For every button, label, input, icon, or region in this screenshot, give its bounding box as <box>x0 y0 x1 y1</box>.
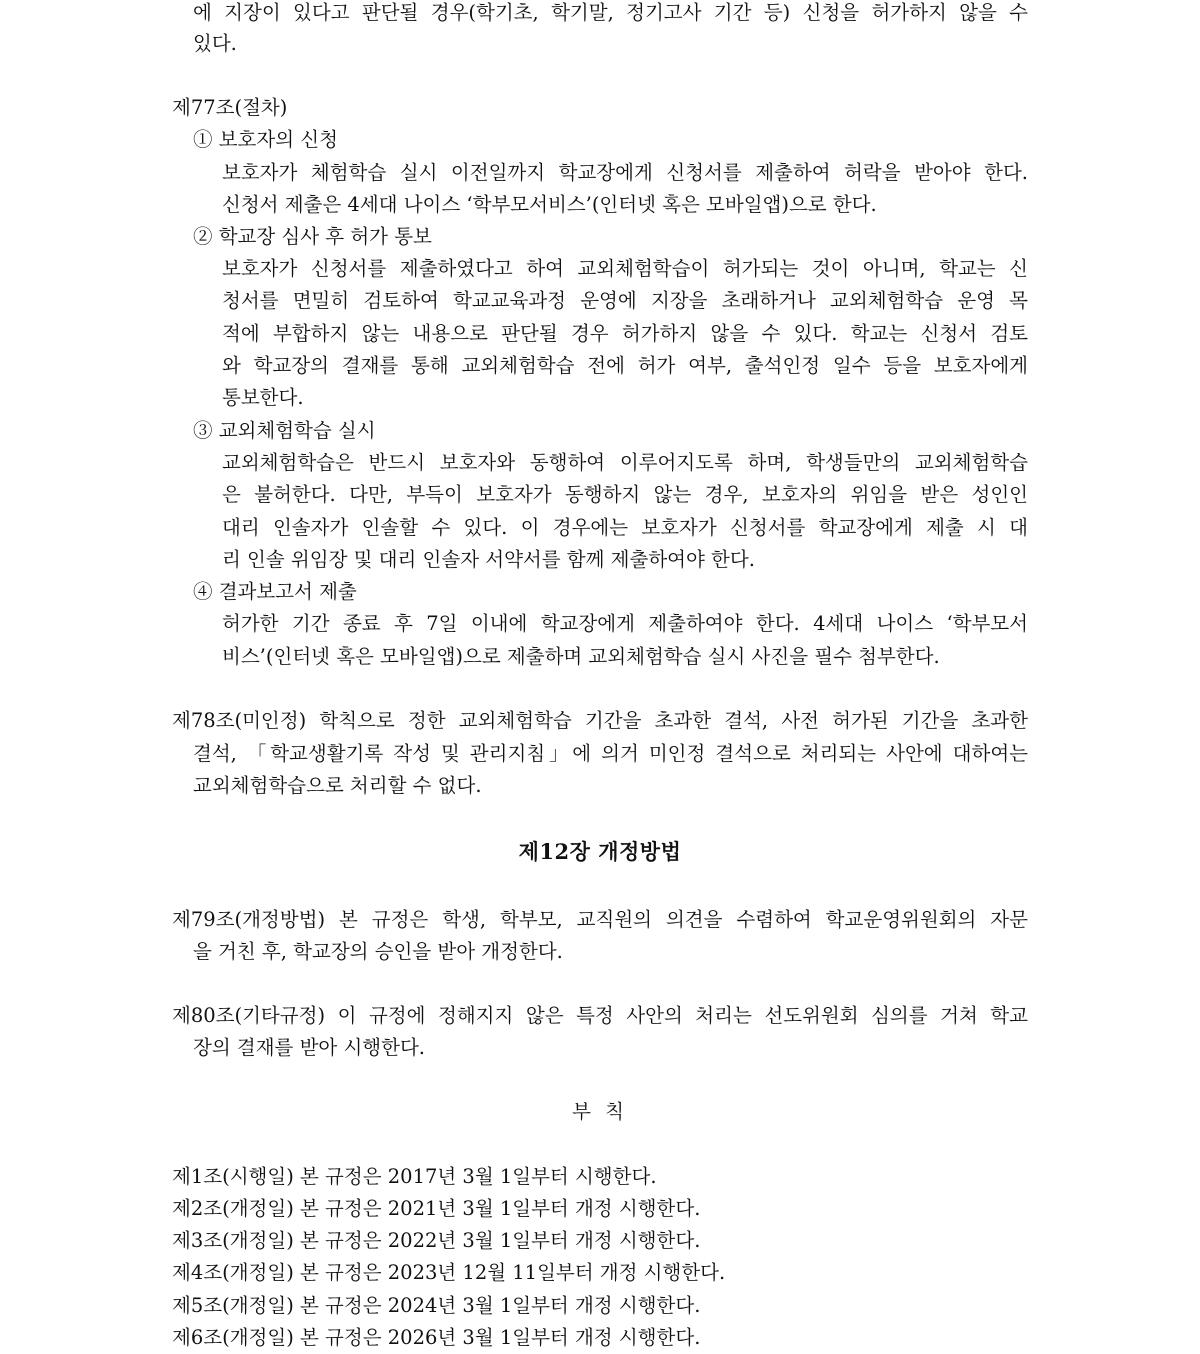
article-77-item-4-line-1: 허가한 기간 종료 후 7일 이내에 학교장에게 제출하여야 한다. 4세대 나이스 ‘학부모서 <box>222 612 1028 635</box>
article-77-item-1-line-2: 신청서 제출은 4세대 나이스 ‘학부모서비스’(인터넷 혹은 모바일앱)으로 한다. <box>222 193 877 216</box>
article-77-item-2-line-5: 통보한다. <box>222 386 304 409</box>
article-77-item-4-heading: ④ 결과보고서 제출 <box>193 580 357 603</box>
article-77-item-4-line-2: 비스’(인터넷 혹은 모바일앱)으로 제출하며 교외체험학습 실시 사진을 필수 첨부한다. <box>222 645 940 668</box>
addenda-item-6: 제6조(개정일) 본 규정은 2026년 3월 1일부터 개정 시행한다. <box>172 1326 701 1349</box>
article-77-item-2-line-2: 청서를 면밀히 검토하여 학교교육과정 운영에 지장을 초래하거나 교외체험학습 운영 목 <box>222 289 1028 312</box>
addenda-item-4: 제4조(개정일) 본 규정은 2023년 12월 11일부터 개정 시행한다. <box>172 1261 726 1284</box>
addenda-item-2: 제2조(개정일) 본 규정은 2021년 3월 1일부터 개정 시행한다. <box>172 1197 701 1220</box>
addenda-title: 부 칙 <box>572 1100 628 1123</box>
article-79-line-2: 을 거친 후, 학교장의 승인을 받아 개정한다. <box>193 940 563 963</box>
article-77-item-3-line-1: 교외체험학습은 반드시 보호자와 동행하여 이루어지도록 하며, 학생들만의 교외체험학습 <box>222 451 1028 474</box>
article-78-line-1: 제78조(미인정) 학칙으로 정한 교외체험학습 기간을 초과한 결석, 사전 허가된 기간을 초과한 <box>172 709 1028 732</box>
addenda-item-5: 제5조(개정일) 본 규정은 2024년 3월 1일부터 개정 시행한다. <box>172 1294 701 1317</box>
article-79-line-1: 제79조(개정방법) 본 규정은 학생, 학부모, 교직원의 의견을 수렴하여 학교운영위원회의 자문 <box>172 908 1028 931</box>
intro-line-1: 에 지장이 있다고 판단될 경우(학기초, 학기말, 정기고사 기간 등) 신청을 허가하지 않을 수 <box>193 1 1028 24</box>
article-80-line-1: 제80조(기타규정) 이 규정에 정해지지 않은 특정 사안의 처리는 선도위원회 심의를 거쳐 학교 <box>172 1004 1028 1027</box>
article-78-line-3: 교외체험학습으로 처리할 수 없다. <box>193 774 482 797</box>
article-77-item-1-heading: ① 보호자의 신청 <box>193 128 338 151</box>
article-78-line-2: 결석, 「학교생활기록 작성 및 관리지침」에 의거 미인정 결석으로 처리되는 사안에 대하여는 <box>193 742 1028 765</box>
article-77-item-3-heading: ③ 교외체험학습 실시 <box>193 419 376 442</box>
article-77-item-3-line-3: 대리 인솔자가 인솔할 수 있다. 이 경우에는 보호자가 신청서를 학교장에게 제출 시 대 <box>222 516 1028 539</box>
addenda-item-1: 제1조(시행일) 본 규정은 2017년 3월 1일부터 시행한다. <box>172 1165 657 1188</box>
intro-line-2: 있다. <box>193 32 237 55</box>
article-80-line-2: 장의 결재를 받아 시행한다. <box>193 1036 426 1059</box>
article-77-item-3-line-2: 은 불허한다. 다만, 부득이 보호자가 동행하지 않는 경우, 보호자의 위임을 받은 성인인 <box>222 483 1028 506</box>
article-77-title: 제77조(절차) <box>172 96 288 119</box>
article-77-item-2-heading: ② 학교장 심사 후 허가 통보 <box>193 225 432 248</box>
article-77-item-2-line-4: 와 학교장의 결재를 통해 교외체험학습 전에 허가 여부, 출석인정 일수 등을 보호자에게 <box>222 354 1028 377</box>
article-77-item-1-line-1: 보호자가 체험학습 실시 이전일까지 학교장에게 신청서를 제출하여 허락을 받아야 한다. <box>222 161 1028 184</box>
article-77-item-2-line-3: 적에 부합하지 않는 내용으로 판단될 경우 허가하지 않을 수 있다. 학교는 신청서 검토 <box>222 322 1028 345</box>
chapter-12-title: 제12장 개정방법 <box>518 839 682 864</box>
addenda-item-3: 제3조(개정일) 본 규정은 2022년 3월 1일부터 개정 시행한다. <box>172 1229 701 1252</box>
article-77-item-3-line-4: 리 인솔 위임장 및 대리 인솔자 서약서를 함께 제출하여야 한다. <box>222 548 755 571</box>
article-77-item-2-line-1: 보호자가 신청서를 제출하였다고 하여 교외체험학습이 허가되는 것이 아니며, 학교는 신 <box>222 257 1028 280</box>
